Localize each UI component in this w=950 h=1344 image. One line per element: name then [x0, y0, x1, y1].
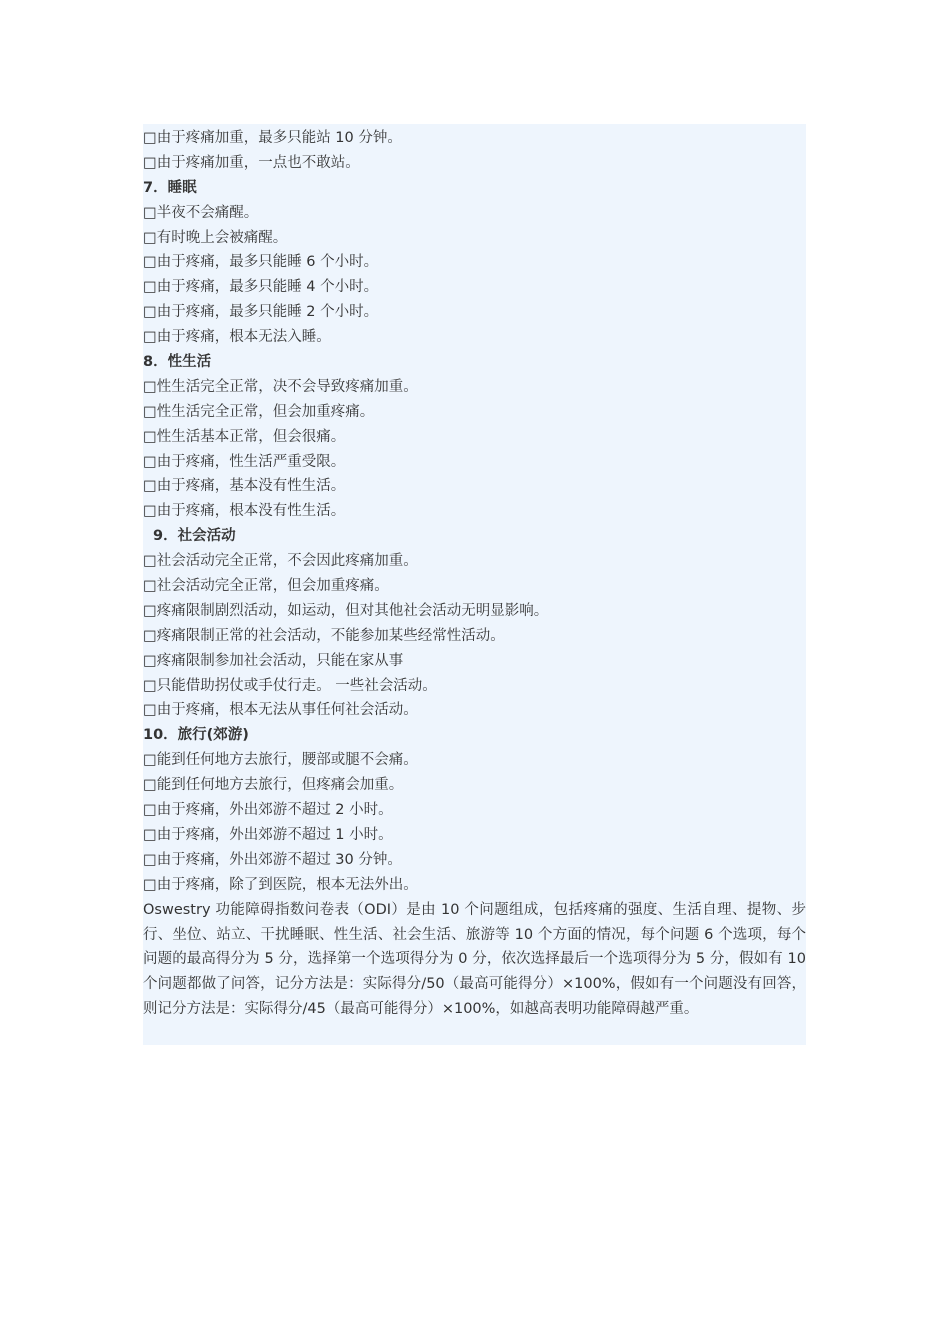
- option-line: □由于疼痛，外出郊游不超过 1 小时。: [143, 826, 393, 843]
- option-line: □由于疼痛，根本没有性生活。: [143, 503, 346, 520]
- option-line: □性生活完全正常，决不会导致疼痛加重。: [143, 378, 418, 395]
- option-line: □由于疼痛，基本没有性生活。: [143, 478, 346, 495]
- option-line: □半夜不会痛醒。: [143, 204, 259, 221]
- option-line: □由于疼痛，最多只能睡 2 个小时。: [143, 304, 379, 321]
- option-line: □疼痛限制剧烈活动，如运动，但对其他社会活动无明显影响。: [143, 602, 549, 619]
- option-line: □能到任何地方去旅行，腰部或腿不会痛。: [143, 752, 418, 769]
- option-line: □疼痛限制正常的社会活动，不能参加某些经常性活动。: [143, 627, 505, 644]
- option-line: □性生活基本正常，但会很痛。: [143, 428, 346, 445]
- option-line: □由于疼痛加重，一点也不敢站。: [143, 154, 360, 171]
- option-line: □由于疼痛，最多只能睡 6 个小时。: [143, 254, 379, 271]
- option-line: □由于疼痛，根本无法入睡。: [143, 329, 331, 346]
- option-line: □社会活动完全正常，不会因此疼痛加重。: [143, 553, 418, 570]
- document-lines: [143, 126, 806, 1022]
- option-line: □社会活动完全正常，但会加重疼痛。: [143, 578, 389, 595]
- option-line: □有时晚上会被痛醒。: [143, 229, 288, 246]
- section-heading-sleep: 7．睡眠: [143, 179, 197, 196]
- option-line: □由于疼痛，性生活严重受限。: [143, 453, 346, 470]
- odi-summary-paragraph: Oswestry 功能障碍指数问卷表（ODI）是由 10 个问题组成，包括疼痛的强度、生活自理、提物、步行、坐位、站立、干扰睡眠、性生活、社会生活、旅游等 10 个方面的情况，每个问题 6 个选项，每个问题的最高得分为 5 分，选择第一个选项得分为 0 分，依次选择最后一个选项得分为 5 分，假如有 10 个问题都做了问答，记分方法是：实际得分/50（最高可能得分）×100%，假如有一个问题没有回答，则记分方法是：实际得分/45（最高可能得分）×100%，如越高表明功能障碍越严重。: [143, 901, 806, 1018]
- section-heading-travel: 10．旅行(郊游): [143, 727, 249, 744]
- section-heading-social-activity: 9．社会活动: [153, 528, 236, 545]
- option-line: □由于疼痛，根本无法从事任何社会活动。: [143, 702, 418, 719]
- option-line: □能到任何地方去旅行，但疼痛会加重。: [143, 777, 404, 794]
- option-line: □由于疼痛，最多只能睡 4 个小时。: [143, 279, 379, 296]
- option-line: □由于疼痛，外出郊游不超过 2 小时。: [143, 802, 393, 819]
- option-line: □疼痛限制参加社会活动，只能在家从事: [143, 652, 404, 669]
- option-line: □由于疼痛，除了到医院，根本无法外出。: [143, 876, 418, 893]
- section-heading-sex-life: 8．性生活: [143, 354, 212, 371]
- option-line: □由于疼痛，外出郊游不超过 30 分钟。: [143, 851, 402, 868]
- document-content-block: [143, 124, 806, 1045]
- option-line: □性生活完全正常，但会加重疼痛。: [143, 403, 375, 420]
- option-line: □由于疼痛加重，最多只能站 10 分钟。: [143, 130, 402, 146]
- option-line: □只能借助拐仗或手仗行走。 一些社会活动。: [143, 677, 437, 694]
